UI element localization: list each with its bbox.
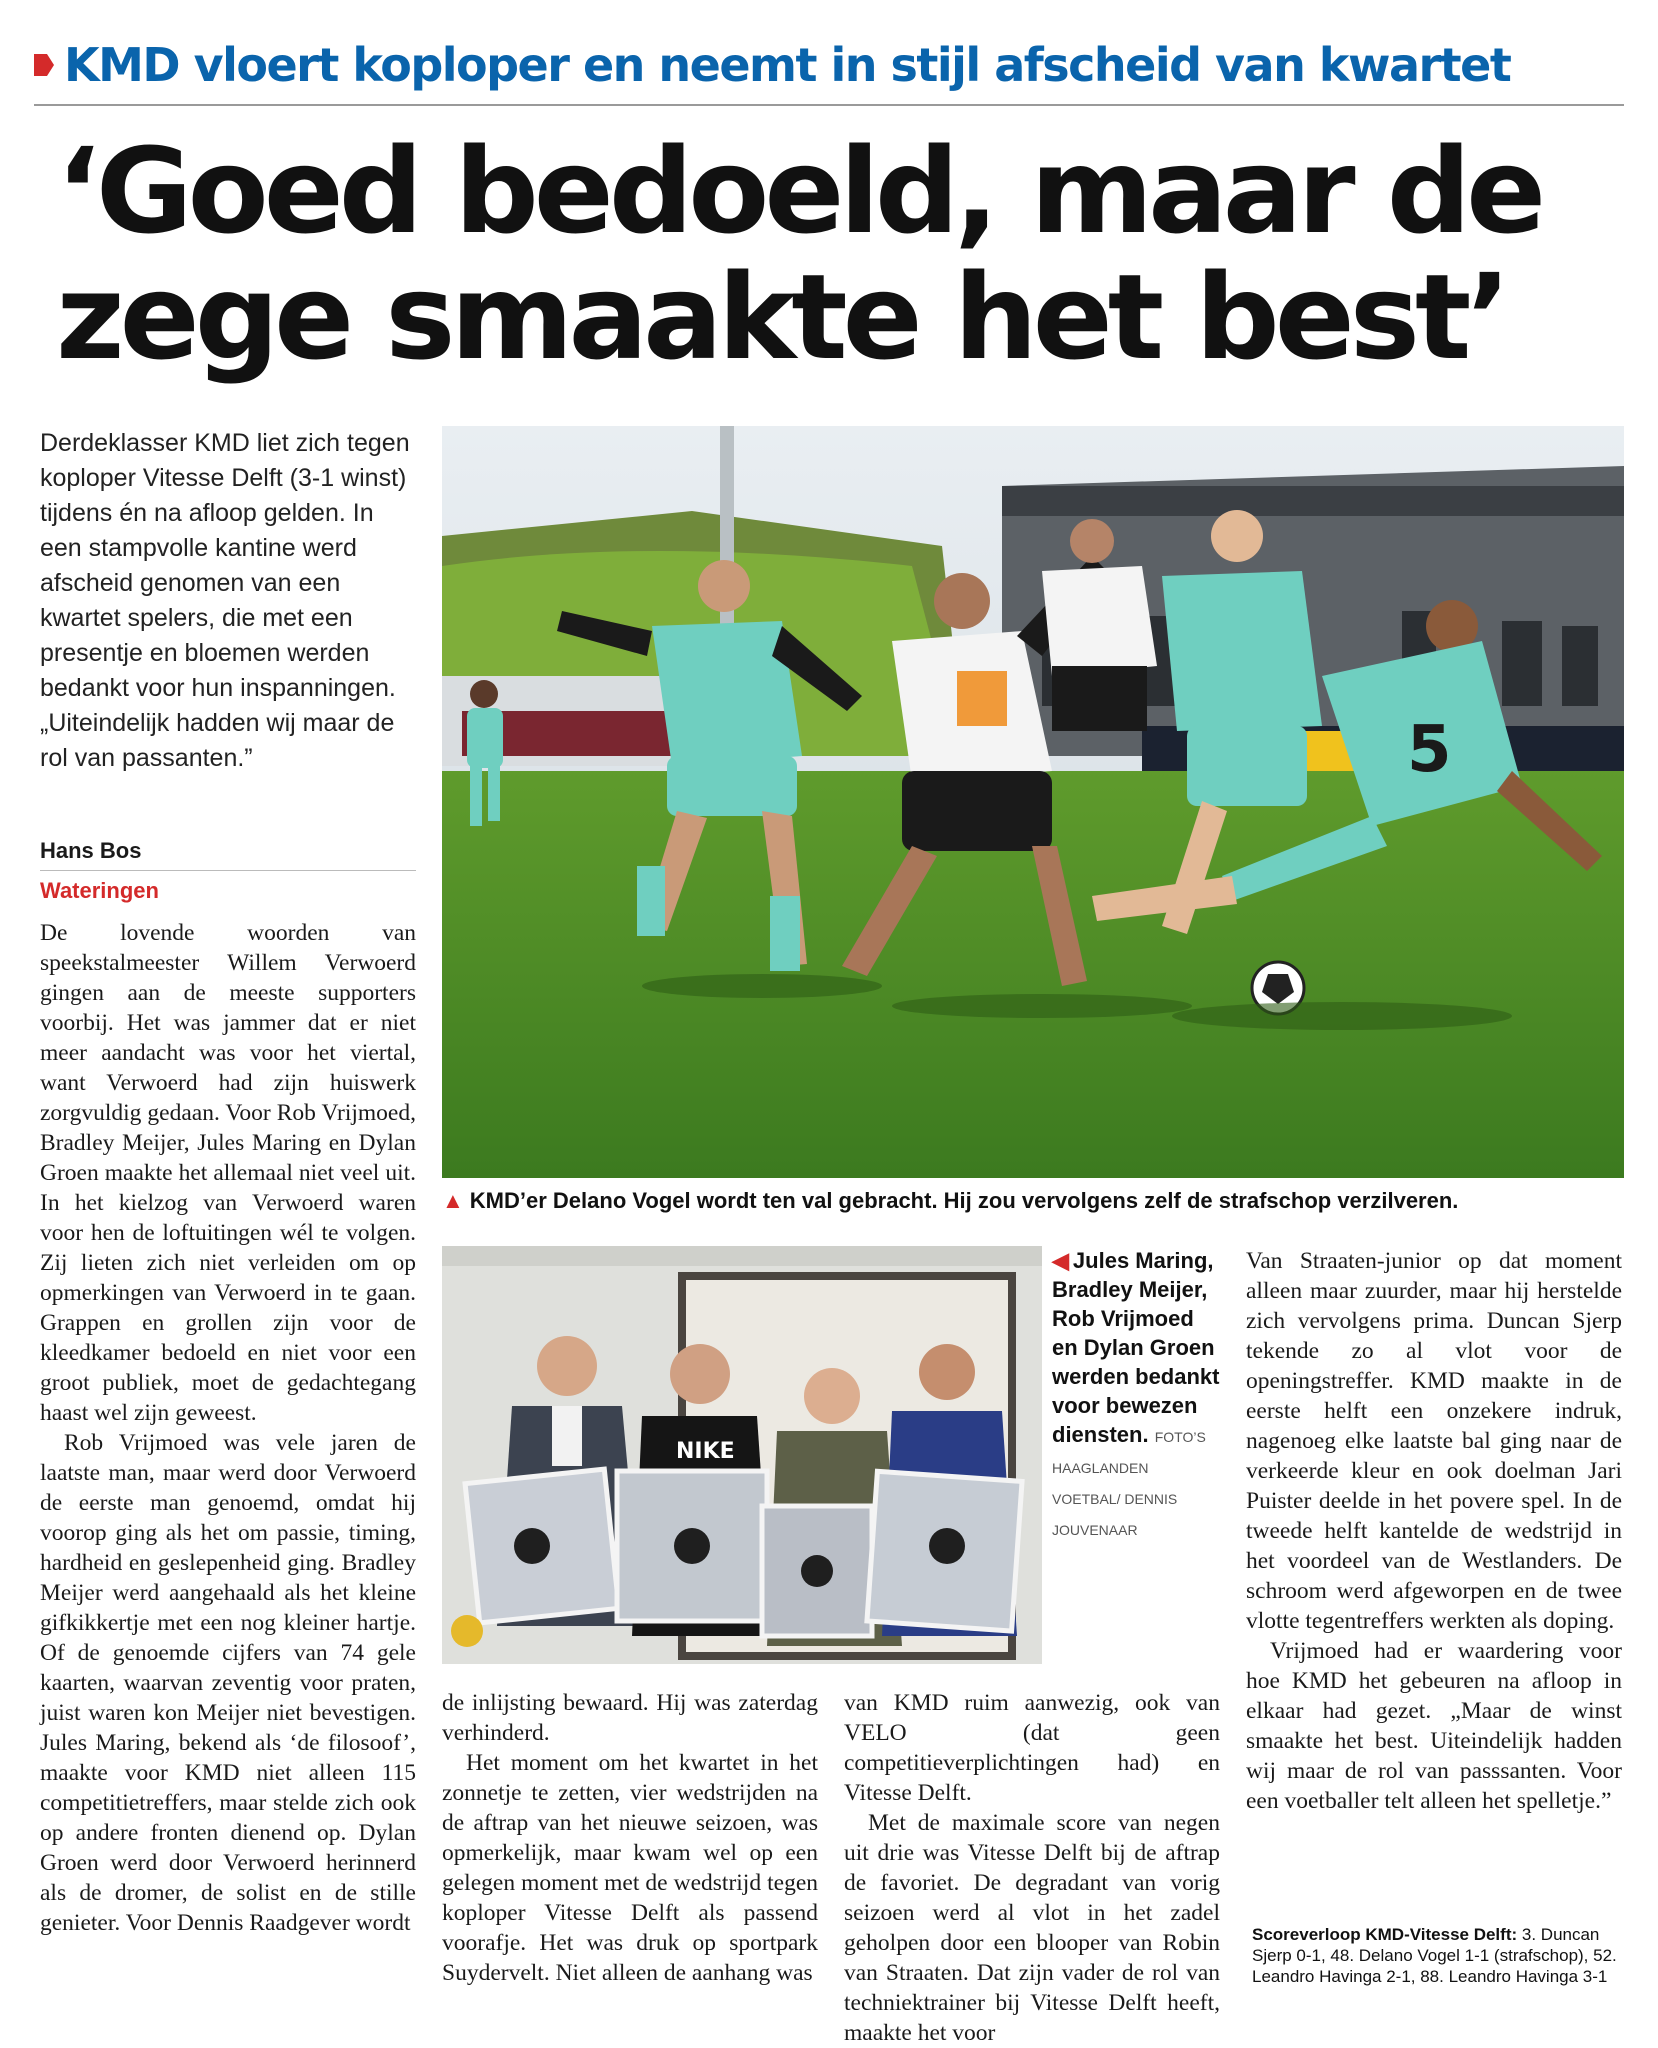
score-summary-label: Scoreverloop KMD-Vitesse Delft: <box>1252 1925 1518 1944</box>
kicker <box>34 38 1624 92</box>
headline <box>56 122 1616 386</box>
score-summary-text: 3. Duncan Sjerp 0-1, 48. Delano Vogel 1-1 (strafschop), 52. Leandro Havinga 2-1, 88. Leandro Havinga 3-1 <box>1252 1925 1617 1986</box>
main-photo <box>442 426 1624 1178</box>
body-paragraph: Vrijmoed had er waardering voor hoe KMD het gebeuren na afloop in elkaar had gezet. „Maar de winst smaakte het best. Uiteindelijk hadden wij maar de rol van passsanten. Voor een voetballer telt alleen het spelletje.” <box>1246 1638 1622 1814</box>
photo-credit: FOTO’S HAAGLANDEN VOETBAL/ DENNIS JOUVENAAR <box>1052 1429 1206 1538</box>
caption-triangle-left-icon: ◀ <box>1052 1248 1069 1273</box>
byline-location: Wateringen <box>40 878 159 903</box>
svg-text:NIKE: NIKE <box>676 1439 735 1464</box>
body-paragraph: Met de maximale score van negen uit drie was Vitesse Delft bij de aftrap de favoriet. De degradant van vorig seizoen werd al vlot in het zadel geholpen door een blooper van Robin van Straaten. Dat zijn vader de rol van techniektrainer bij Vitesse Delft heeft, maakte het voor <box>844 1810 1220 2046</box>
byline-divider <box>40 870 416 871</box>
body-paragraph: De lovende woorden van speekstalmeester Willem Verwoerd gingen aan de meeste supporters voorbij. Het was jammer dat er niet meer aandacht was voor het viertal, want Verwoerd had zijn huiswerk zorgvuldig gedaan. Voor Rob Vrijmoed, Bradley Meijer, Jules Maring en Dylan Groen maakte het allemaal niet veel uit. In het kielzog van Verwoerd waren voor hen de loftuitingen wél te volgen. Zij lieten zich niet verleiden om op opmerkingen van Verwoerd in te gaan. Grappen en grollen zijn voor de kleedkamer bedoeld en niet voor een groot publiek, moet de gedachtegang haast wel zijn geweest. <box>40 920 416 1426</box>
main-photo-caption <box>442 1188 1624 1214</box>
body-paragraph: Rob Vrijmoed was vele jaren de laatste man, maar werd door Verwoerd de eerste man genoemd, omdat hij voorop ging als het om passie, timing, hardheid en geslepenheid ging. Bradley Meijer werd aangehaald als het kleine gifkikkertje met een nog kleiner hartje. Of de genoemde cijfers van 74 gele kaarten, waarvan zeventig voor praten, juist waren kon Meijer niet bevestigen. Jules Maring, bekend als ‘de filosoof’, maakte voor KMD niet alleen 115 competitietreffers, maar stelde zich ook op andere fronten dienend op. Dylan Groen werd door Verwoerd herinnerd als de dromer, de solist en de stille genieter. Voor Dennis Raadgever wordt <box>40 1430 416 1936</box>
body-paragraph: van KMD ruim aanwezig, ook van VELO (dat geen competitieverplichtingen had) en Vitesse Delft. <box>844 1690 1220 1806</box>
byline-author: Hans Bos <box>40 838 142 863</box>
farewell-photo-caption <box>1052 1246 1220 1544</box>
farewell-group-photo <box>442 1246 1042 1664</box>
score-summary <box>1252 1924 1620 1987</box>
kicker-arrow-icon <box>34 54 54 76</box>
body-paragraph: Van Straaten-junior op dat moment alleen maar zuurder, maar hij herstelde zich vervolgens prima. Duncan Sjerp tekende zo al vlot voor de openingstreffer. KMD maakte in de eerste helft een onzekere indruk, nagenoeg elke laatste bal ging naar de verkeerde kleur en ook doelman Jari Puister deelde in het povere spel. In de tweede helft kantelde de wedstrijd in het voordeel van de Westlanders. De schroom werd afgeworpen en de twee vlotte tegentreffers werkten als doping. <box>1246 1248 1622 1634</box>
body-column-2 <box>442 1688 818 1988</box>
farewell-photo-caption-text: Jules Maring, Bradley Meijer, Rob Vrijmoed en Dylan Groen werden bedankt voor bewezen diensten. <box>1052 1248 1220 1447</box>
body-column-4 <box>1246 1246 1622 1816</box>
body-column-1 <box>40 918 416 1938</box>
intro-lead: Derdeklasser KMD liet zich tegen koploper Vitesse Delft (3-1 winst) tijdens én na afloop gelden. In een stampvolle kantine werd afscheid genomen van een kwartet spelers, die met een presentje en bloemen werden bedankt voor hun inspanningen. „Uiteindelijk hadden wij maar de rol van passanten.” <box>40 429 410 772</box>
body-paragraph: de inlijsting bewaard. Hij was zaterdag verhinderd. <box>442 1690 818 1746</box>
headline-line-1: ‘Goed bedoeld, maar de <box>56 122 1542 260</box>
headline-line-2: zege smaakte het best’ <box>56 248 1507 386</box>
body-paragraph: Het moment om het kwartet in het zonnetje te zetten, vier wedstrijden na de aftrap van het nieuwe seizoen, was opmerkelijk, maar kwam wel op een gelegen moment met de wedstrijd tegen koploper Vitesse Delft als passend voorafje. Het was druk op sportpark Suydervelt. Niet alleen de aanhang was <box>442 1750 818 1986</box>
svg-text:5: 5 <box>1407 713 1452 787</box>
kicker-text: KMD vloert koploper en neemt in stijl afscheid van kwartet <box>64 38 1511 92</box>
divider <box>34 104 1624 106</box>
main-photo-caption-text: KMD’er Delano Vogel wordt ten val gebracht. Hij zou vervolgens zelf de strafschop verzilveren. <box>469 1188 1459 1213</box>
body-column-3 <box>844 1688 1220 2048</box>
football-match-photo <box>442 426 1624 1178</box>
caption-triangle-up-icon: ▲ <box>442 1188 464 1213</box>
farewell-photo <box>442 1246 1042 1664</box>
